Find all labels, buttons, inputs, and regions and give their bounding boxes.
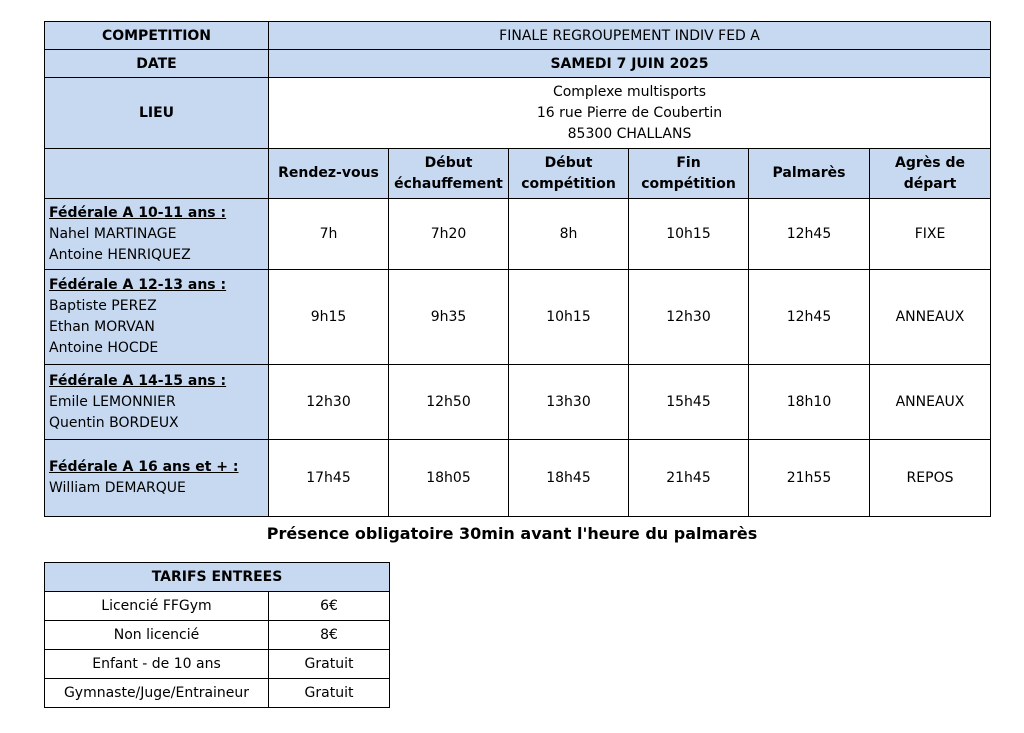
apparatus-cell: REPOS — [870, 440, 991, 517]
lieu-line: 85300 CHALLANS — [567, 125, 692, 142]
gymnast-name: Nahel MARTINAGE — [49, 225, 177, 242]
date-label: DATE — [45, 50, 269, 78]
header-debut-competition: Début compétition — [509, 149, 629, 199]
tarif-label: Enfant - de 10 ans — [45, 650, 269, 679]
time-cell: 13h30 — [509, 365, 629, 440]
time-cell: 17h45 — [269, 440, 389, 517]
apparatus-cell: FIXE — [870, 199, 991, 270]
header-empty-cell — [45, 149, 269, 199]
time-cell: 10h15 — [509, 270, 629, 365]
table-row — [45, 270, 991, 365]
date-value: SAMEDI 7 JUIN 2025 — [269, 50, 991, 78]
competition-label: COMPETITION — [45, 22, 269, 50]
time-cell: 10h15 — [629, 199, 749, 270]
lieu-label: LIEU — [45, 78, 269, 149]
time-cell: 12h30 — [629, 270, 749, 365]
time-cell: 7h20 — [389, 199, 509, 270]
lieu-value — [269, 78, 991, 149]
table-row — [45, 365, 991, 440]
gymnast-name: Antoine HENRIQUEZ — [49, 246, 191, 263]
header-agres-depart: Agrès de départ — [870, 149, 991, 199]
apparatus-cell: ANNEAUX — [870, 365, 991, 440]
time-cell: 9h35 — [389, 270, 509, 365]
category-title: Fédérale A 14-15 ans : — [49, 372, 227, 389]
tarif-label: Non licencié — [45, 621, 269, 650]
tarifs-title: TARIFS ENTREES — [45, 563, 390, 592]
attendance-notice: Présence obligatoire 30min avant l'heure du palmarès — [266, 524, 758, 543]
time-cell: 12h30 — [269, 365, 389, 440]
tarif-row — [45, 679, 390, 708]
lieu-line: Complexe multisports — [552, 83, 707, 100]
tarifs-table — [44, 562, 390, 708]
competition-value: FINALE REGROUPEMENT INDIV FED A — [269, 22, 991, 50]
gymnast-name: Antoine HOCDE — [49, 340, 159, 356]
time-cell: 9h15 — [269, 270, 389, 365]
time-cell: 12h45 — [749, 270, 870, 365]
time-cell: 21h45 — [629, 440, 749, 517]
time-cell: 7h — [269, 199, 389, 270]
gymnast-name: Quentin BORDEUX — [49, 414, 179, 431]
gymnast-name: Emile LEMONNIER — [49, 393, 176, 410]
header-debut-echauffement: Début échauffement — [389, 149, 509, 199]
tarif-price: Gratuit — [269, 650, 390, 679]
lieu-line: 16 rue Pierre de Coubertin — [536, 104, 723, 121]
category-cell — [45, 440, 269, 517]
tarif-label: Licencié FFGym — [45, 592, 269, 621]
tarif-label: Gymnaste/Juge/Entraineur — [45, 679, 269, 708]
schedule-header-row — [45, 149, 991, 199]
time-cell: 18h10 — [749, 365, 870, 440]
header-palmares: Palmarès — [749, 149, 870, 199]
gymnast-name: William DEMARQUE — [49, 480, 186, 496]
schedule-table — [44, 21, 991, 517]
tarif-row — [45, 621, 390, 650]
table-row — [45, 199, 991, 270]
time-cell: 12h45 — [749, 199, 870, 270]
apparatus-cell: ANNEAUX — [870, 270, 991, 365]
category-cell — [45, 270, 269, 365]
time-cell: 15h45 — [629, 365, 749, 440]
time-cell: 21h55 — [749, 440, 870, 517]
category-cell — [45, 365, 269, 440]
time-cell: 18h05 — [389, 440, 509, 517]
category-title: Fédérale A 10-11 ans : — [49, 204, 227, 221]
category-title: Fédérale A 12-13 ans : — [49, 277, 227, 293]
tarif-price: 6€ — [269, 592, 390, 621]
table-row — [45, 440, 991, 517]
tarif-price: Gratuit — [269, 679, 390, 708]
header-fin-competition: Fin compétition — [629, 149, 749, 199]
time-cell: 12h50 — [389, 365, 509, 440]
time-cell: 18h45 — [509, 440, 629, 517]
tarif-price: 8€ — [269, 621, 390, 650]
tarif-row — [45, 650, 390, 679]
time-cell: 8h — [509, 199, 629, 270]
gymnast-name: Baptiste PEREZ — [49, 298, 157, 314]
category-title: Fédérale A 16 ans et + : — [49, 459, 239, 475]
gymnast-name: Ethan MORVAN — [49, 319, 155, 335]
tarif-row — [45, 592, 390, 621]
category-cell — [45, 199, 269, 270]
header-rendez-vous: Rendez-vous — [269, 149, 389, 199]
